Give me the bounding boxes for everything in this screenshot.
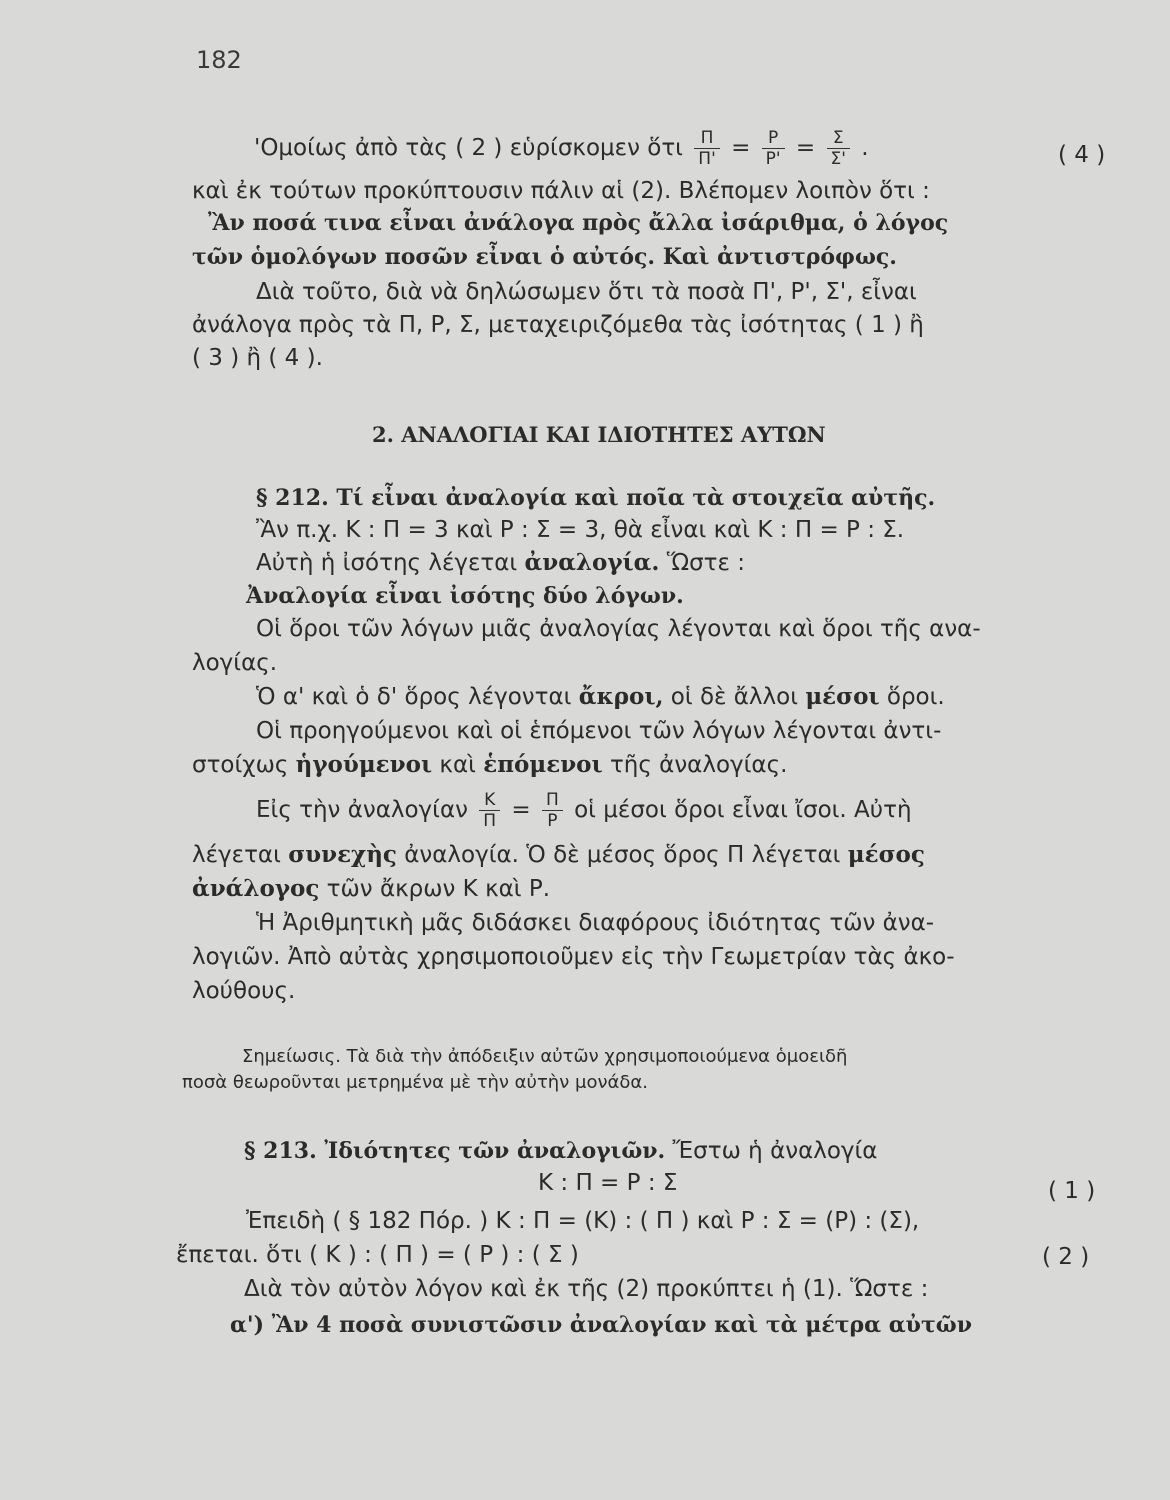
fraction-pi-rho: $\frac{\Pi}{P}$: [542, 790, 563, 831]
page-number: 182: [196, 46, 242, 74]
section-title: 2. ΑΝΑΛΟΓΙΑΙ ΚΑΙ ΙΔΙΟΤΗΤΕΣ ΑΥΤΩΝ: [372, 422, 826, 447]
s212-heading: § 212. Τί εἶναι ἀναλογία καὶ ποῖα τὰ στοιχεῖα αὐτῆς.: [256, 485, 936, 511]
note-line-2: ποσὰ θεωροῦνται μετρημένα μὲ τὴν αὐτὴν μονάδα.: [182, 1072, 648, 1093]
p1-line-6: ἀνάλογα πρὸς τὰ Π, Ρ, Σ, μεταχειριζόμεθα τὰς ἰσότητας ( 1 ) ἢ: [192, 312, 924, 338]
s212-line-13: λογιῶν. Ἀπὸ αὐτὰς χρησιμοποιοῦμεν εἰς τὴν Γεωμετρίαν τὰς ἀκο-: [192, 944, 955, 970]
p1-line-1: [254, 128, 869, 169]
s213-line-4: Διὰ τὸν αὐτὸν λόγον καὶ ἐκ τῆς (2) προκύπτει ἡ (1). Ὥστε :: [244, 1276, 929, 1302]
s212-line-11: ἀνάλογος τῶν ἄκρων Κ καὶ Ρ.: [192, 875, 551, 902]
fraction-sigma: $\frac{\Sigma}{\Sigma'}$: [827, 128, 850, 169]
text: 'Ομοίως ἀπὸ τὰς ( 2 ) εὑρίσκομεν ὅτι: [254, 135, 683, 161]
s213-line-2: Ἐπειδὴ ( § 182 Πόρ. ) Κ : Π = (Κ) : ( Π ) καὶ Ρ : Σ = (Ρ) : (Σ),: [246, 1208, 920, 1234]
s212-line-4: Οἱ ὅροι τῶν λόγων μιᾶς ἀναλογίας λέγονται καὶ ὅροι τῆς ανα-: [256, 616, 981, 642]
term-analogia: ἀναλογία.: [524, 549, 660, 576]
p1-line-7: ( 3 ) ἢ ( 4 ).: [192, 345, 323, 371]
term-hegoumenoi: ἡγούμενοι: [295, 751, 433, 778]
equals-sign: =: [731, 135, 751, 161]
p1-line-5: Διὰ τοῦτο, διὰ νὰ δηλώσωμεν ὅτι τὰ ποσὰ Π', Ρ', Σ', εἶναι: [256, 279, 917, 305]
s213-line-3: ἔπεται. ὅτι ( Κ ) : ( Π ) = ( Ρ ) : ( Σ ): [176, 1242, 579, 1268]
p1-line-2: καὶ ἐκ τούτων προκύπτουσιν πάλιν αἱ (2). Βλέπομεν λοιπὸν ὅτι :: [192, 178, 930, 204]
p1-line-4: τῶν ὁμολόγων ποσῶν εἶναι ὁ αὐτός. Καὶ ἀντιστρόφως.: [192, 244, 897, 270]
equals-sign: =: [795, 135, 816, 161]
equation-number-4: ( 4 ): [1058, 142, 1106, 168]
s212-line-8: στοίχως ἡγούμενοι καὶ ἑπόμενοι τῆς ἀναλογίας.: [192, 751, 788, 778]
term-mesos: μέσος: [847, 841, 925, 868]
equation-number-2: ( 2 ): [1042, 1244, 1090, 1270]
s212-line-2: Αὐτὴ ἡ ἰσότης λέγεται ἀναλογία. Ὥστε :: [256, 549, 745, 576]
s212-line-1: Ἂν π.χ. Κ : Π = 3 καὶ Ρ : Σ = 3, θὰ εἶναι καὶ Κ : Π = Ρ : Σ.: [256, 517, 905, 543]
term-mesoi: μέσοι: [805, 683, 880, 710]
equation-number-1: ( 1 ): [1048, 1178, 1096, 1204]
s213-line-5: α') Ἂν 4 ποσὰ συνιστῶσιν ἀναλογίαν καὶ τὰ μέτρα αὐτῶν: [230, 1312, 972, 1338]
s213-heading: § 213. Ἰδιότητες τῶν ἀναλογιῶν. Ἔστω ἡ ἀναλογία: [244, 1138, 878, 1164]
s212-line-6: Ὁ α' καὶ ὁ δ' ὅρος λέγονται ἄκροι, οἱ δὲ ἄλλοι μέσοι ὅροι.: [256, 683, 945, 710]
term-analogos: ἀνάλογος: [192, 875, 320, 902]
s212-line-7: Οἱ προηγούμενοι καὶ οἱ ἑπόμενοι τῶν λόγων λέγονται ἀντι-: [256, 718, 942, 744]
s212-line-10: λέγεται συνεχὴς ἀναλογία. Ὁ δὲ μέσος ὅρος Π λέγεται μέσος: [192, 841, 925, 868]
term-synechis: συνεχὴς: [288, 841, 397, 868]
period: .: [861, 135, 869, 161]
s212-line-9: Εἰς τὴν ἀναλογίαν $\frac{K}{\Pi}$ = $\frac{\Pi}{P}$ οἱ μέσοι ὅροι εἶναι ἴσοι. Αὐτὴ: [256, 790, 912, 831]
equals-sign: =: [511, 797, 531, 823]
s212-line-14: λούθους.: [192, 978, 296, 1004]
fraction-pi: $\frac{\Pi}{\Pi'}$: [694, 128, 719, 169]
s212-definition: Ἀναλογία εἶναι ἰσότης δύο λόγων.: [246, 583, 684, 609]
s212-line-12: Ἡ Ἀριθμητικὴ μᾶς διδάσκει διαφόρους ἰδιότητας τῶν ἀνα-: [256, 910, 935, 936]
note-line-1: Σημείωσις. Τὰ διὰ τὴν ἀπόδειξιν αὐτῶν χρησιμοποιούμενα ὁμοειδῆ: [242, 1046, 848, 1067]
term-akroi: ἄκροι,: [578, 683, 664, 710]
s213-equation-1: Κ : Π = Ρ : Σ: [538, 1170, 678, 1196]
s212-line-5: λογίας.: [192, 650, 278, 676]
fraction-k-pi: $\frac{K}{\Pi}$: [479, 790, 500, 831]
term-epomenoi: ἑπόμενοι: [483, 751, 603, 778]
fraction-rho: $\frac{P}{P'}$: [762, 128, 785, 169]
p1-line-3: Ἂν ποσά τινα εἶναι ἀνάλογα πρὸς ἄλλα ἰσάριθμα, ὁ λόγος: [208, 210, 949, 236]
